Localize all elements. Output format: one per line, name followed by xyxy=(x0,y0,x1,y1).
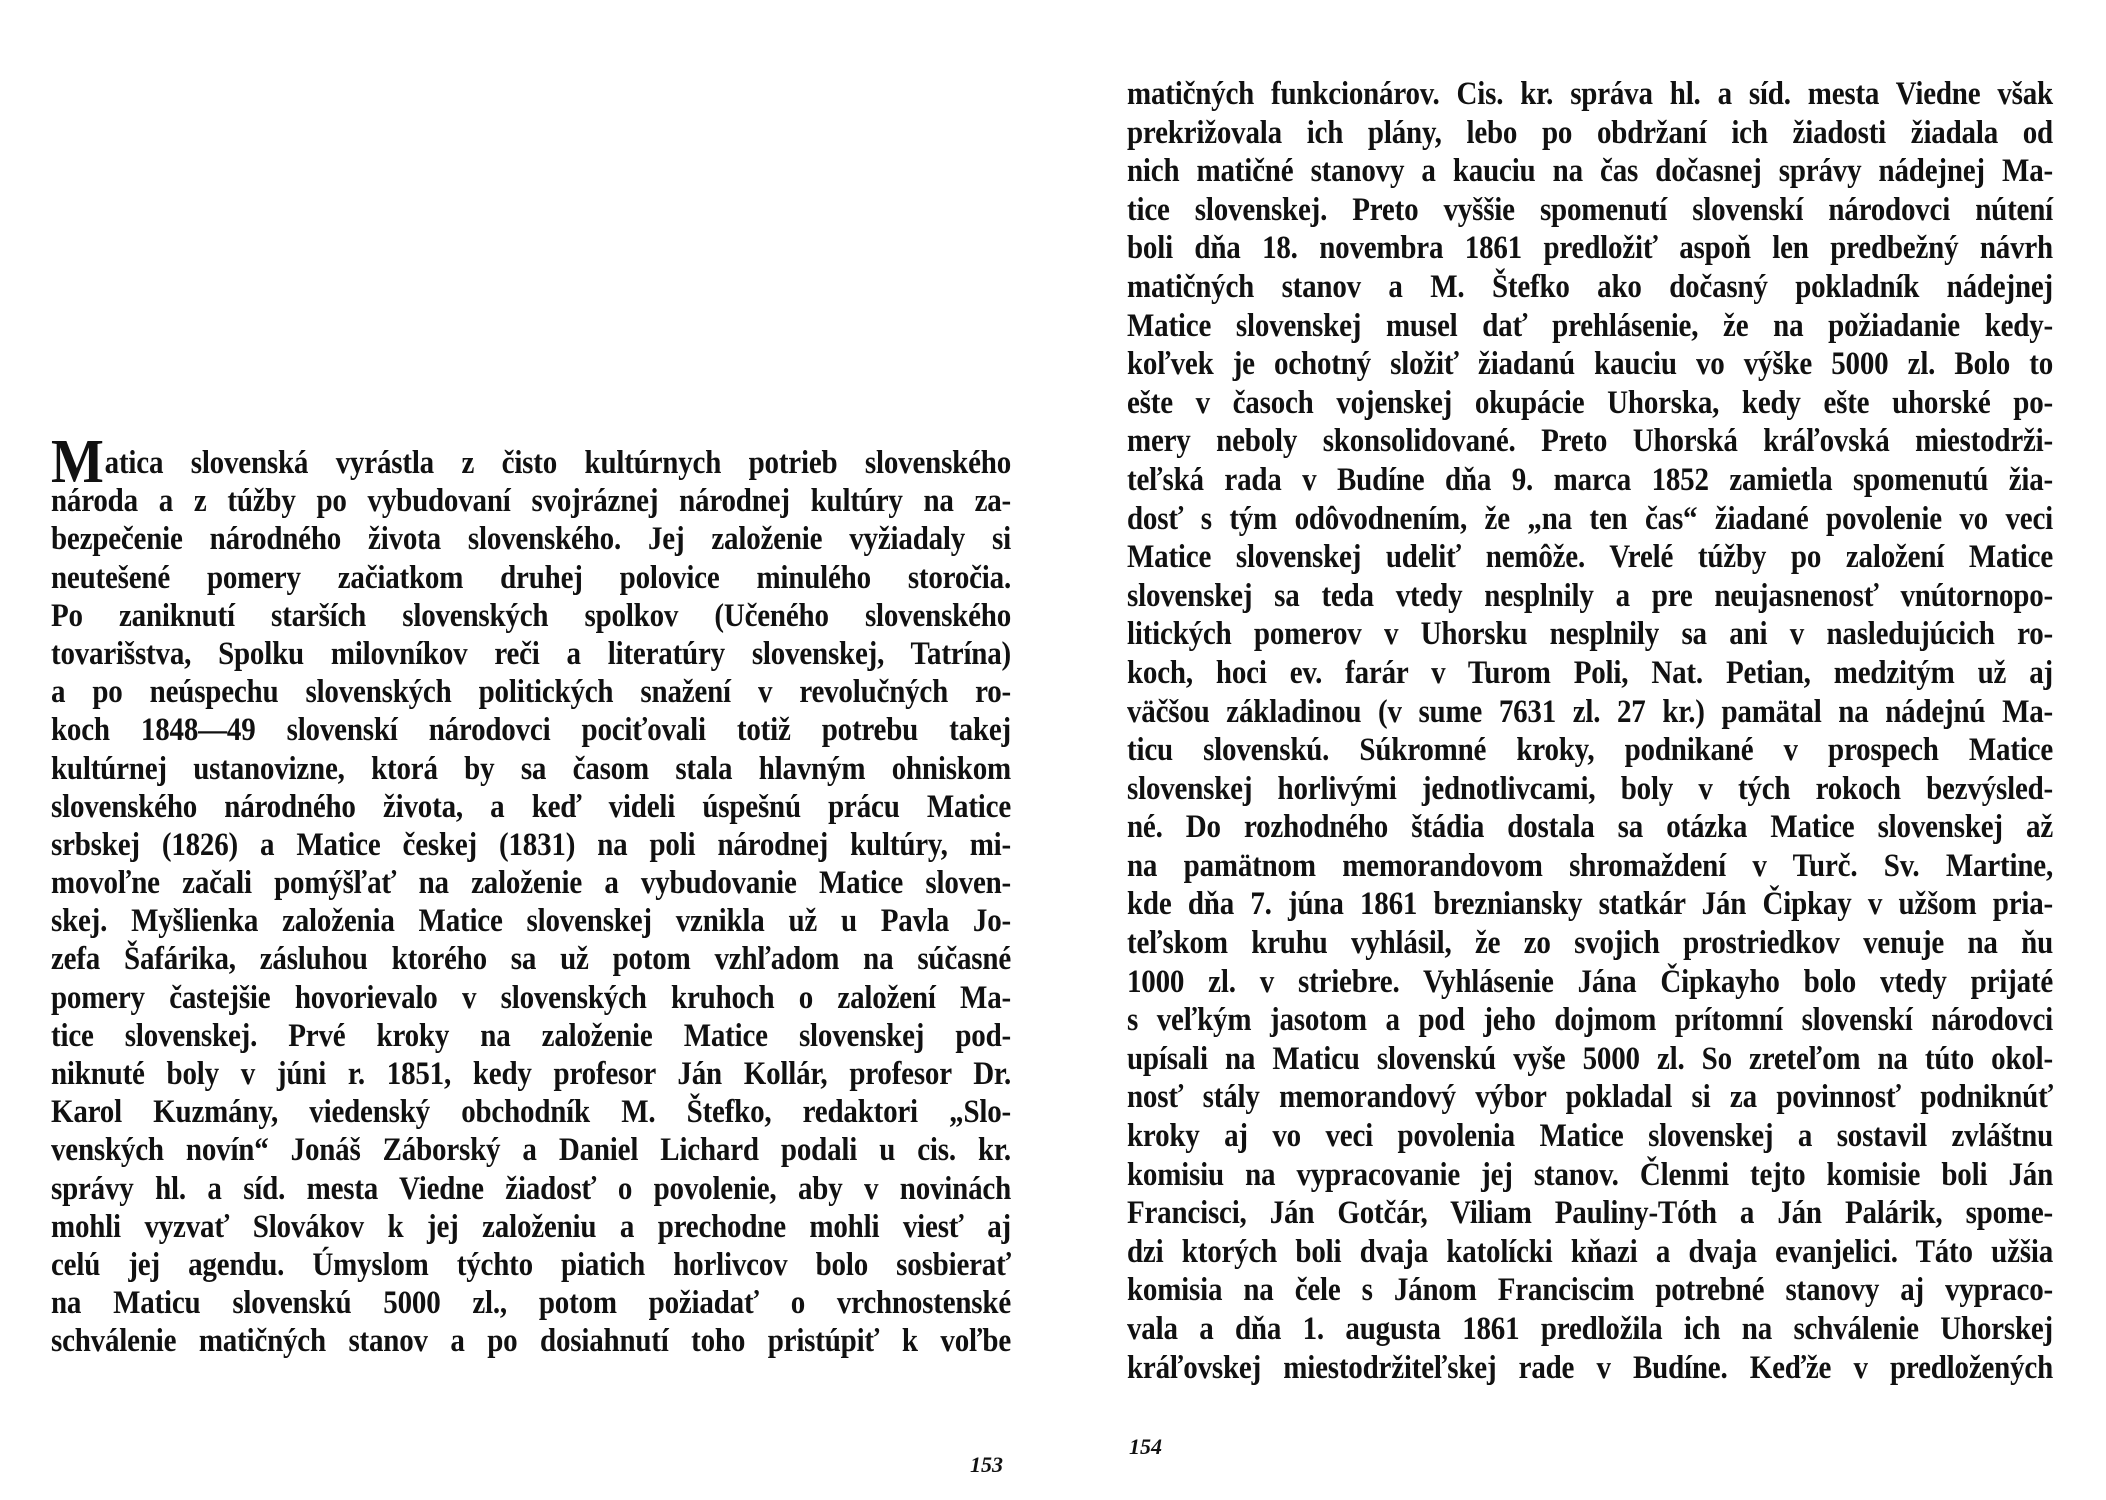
text-line: kultúrnej ustanovizne, ktorá by sa časom stala hlavným ohniskom xyxy=(51,750,1011,787)
text-line: niknuté boly v júni r. 1851, kedy profesor Ján Kollár, profesor Dr. xyxy=(51,1056,1011,1092)
text-line: matičných funkcionárov. Cis. kr. správa hl. a síd. mesta Viedne však xyxy=(1127,76,2053,112)
text-line: s veľkým jasotom a pod jeho dojmom prítomní slovenskí národovci xyxy=(1127,1002,2053,1039)
drop-cap: M xyxy=(51,427,104,497)
text-line: neutešené pomery začiatkom druhej polovice minulého storočia. xyxy=(51,559,1011,596)
text-line: väčšou základinou (v sume 7631 zl. 27 kr.) pamätal na nádejnú Ma- xyxy=(1127,693,2053,730)
text-line: zefa Šafárika, zásluhou ktorého sa už potom vzhľadom na súčasné xyxy=(51,941,1011,978)
text-line: koľvek je ochotný složiť žiadanú kauciu vo výške 5000 zl. Bolo to xyxy=(1127,346,2053,383)
text-line: komisia na čele s Jánom Franciscim potrebné stanovy aj vypraco- xyxy=(1127,1272,2053,1309)
text-line: celú jej agendu. Úmyslom týchto piatich horlivcov bolo sosbierať xyxy=(51,1247,1011,1283)
text-line: Matice slovenskej musel dať prehlásenie, že na požiadanie kedy- xyxy=(1127,307,2053,344)
right-page-body xyxy=(1127,75,2053,1387)
text-line: kroky aj vo veci povolenia Matice slovenskej a sostavil zvláštnu xyxy=(1127,1118,2053,1154)
text-line: Matice slovenskej udeliť nemôže. Vrelé túžby po založení Matice xyxy=(1127,539,2053,576)
left-page-body xyxy=(51,482,1011,1360)
text-line: nosť stály memorandový výbor pokladal si za povinnosť podniknúť xyxy=(1127,1079,2053,1116)
text-line: na pamätnom memorandovom shromaždení v Turč. Sv. Martine, xyxy=(1127,847,2053,884)
right-page xyxy=(1127,75,2053,1387)
text-line: upísali na Maticu slovenskú vyše 5000 zl. So zreteľom na túto okol- xyxy=(1127,1040,2053,1077)
text-line: kráľovskej miestodržiteľskej rade v Budíne. Keďže v predložených xyxy=(1127,1349,2053,1386)
text-line: slovenskej horlivými jednotlivcami, boly v tých rokoch bezvýsled- xyxy=(1127,770,2053,807)
text-line: a po neúspechu slovenských politických snažení v revolučných ro- xyxy=(51,674,1011,711)
text-line: Po zaniknutí starších slovenských spolkov (Učeného slovenského xyxy=(51,597,1011,634)
text-line: dzi ktorých boli dvaja katolícki kňazi a dvaja evanjelici. Táto užšia xyxy=(1127,1233,2053,1270)
text-line: né. Do rozhodného štádia dostala sa otázka Matice slovenskej až xyxy=(1127,809,2053,846)
text-line: koch, hoci ev. farár v Turom Poli, Nat. Petian, medzitým už aj xyxy=(1127,654,2053,691)
text-line: národa a z túžby po vybudovaní svojráznej národnej kultúry na za- xyxy=(51,483,1011,520)
text-line: 1000 zl. v striebre. Vyhlásenie Jána Čipkayho bolo vtedy prijaté xyxy=(1127,963,2053,1000)
text-line: litických pomerov v Uhorsku nesplnily sa ani v nasledujúcich ro- xyxy=(1127,616,2053,653)
text-line: teľská rada v Budíne dňa 9. marca 1852 zamietla spomenutú žia- xyxy=(1127,461,2053,498)
left-page xyxy=(51,427,1011,1361)
text-line: dosť s tým odôvodnením, že „na ten čas“ žiadané povolenie vo veci xyxy=(1127,500,2053,537)
text-line: kde dňa 7. júna 1861 brezniansky statkár Ján Čipkay v užšom pria- xyxy=(1127,886,2053,923)
text-line: movoľne začali pomýšľať na založenie a vybudovanie Matice sloven- xyxy=(51,865,1011,901)
text-line: tice slovenskej. Prvé kroky na založenie Matice slovenskej pod- xyxy=(51,1017,1011,1054)
text-line: boli dňa 18. novembra 1861 predložiť aspoň len predbežný návrh xyxy=(1127,230,2053,267)
text-line: teľskom kruhu vyhlásil, že zo svojich prostriedkov venuje na ňu xyxy=(1127,925,2053,961)
text-line: mery neboly skonsolidované. Preto Uhorská kráľovská miestodrži- xyxy=(1127,423,2053,460)
text-line: mohli vyzvať Slovákov k jej založeniu a prechodne mohli viesť aj xyxy=(51,1208,1011,1245)
first-line-text: atica slovenská vyrástla z čisto kultúrnych potrieb slovenského xyxy=(104,445,1011,481)
text-line: skej. Myšlienka založenia Matice slovenskej vznikla už u Pavla Jo- xyxy=(51,903,1011,940)
text-line: pomery častejšie hovorievalo v slovenských kruhoch o založení Ma- xyxy=(51,979,1011,1016)
text-line: matičných stanov a M. Štefko ako dočasný pokladník nádejnej xyxy=(1127,269,2053,305)
text-line: ticu slovenskú. Súkromné kroky, podnikané v prospech Matice xyxy=(1127,732,2053,768)
text-line: srbskej (1826) a Matice českej (1831) na poli národnej kultúry, mi- xyxy=(51,826,1011,863)
text-line: vala a dňa 1. augusta 1861 predložila ich na schválenie Uhorskej xyxy=(1127,1311,2053,1347)
text-line: koch 1848—49 slovenskí národovci pociťovali totiž potrebu takej xyxy=(51,712,1011,749)
text-line: ešte v časoch vojenskej okupácie Uhorska, kedy ešte uhorské po- xyxy=(1127,384,2053,421)
text-line: prekrižovala ich plány, lebo po obdržaní ich žiadosti žiadala od xyxy=(1127,114,2053,151)
text-line: tovarišstva, Spolku milovníkov reči a literatúry slovenskej, Tatrína) xyxy=(51,636,1011,672)
text-line: nich matičné stanovy a kauciu na čas dočasnej správy nádejnej Ma- xyxy=(1127,153,2053,190)
text-line-first xyxy=(51,427,1011,497)
text-line: venských novín“ Jonáš Záborský a Daniel Lichard podali u cis. kr. xyxy=(51,1132,1011,1169)
page-number-right: 154 xyxy=(1129,1434,1162,1459)
page-number-left: 153 xyxy=(970,1452,1003,1477)
text-line: tice slovenskej. Preto vyššie spomenutí slovenskí národovci nútení xyxy=(1127,191,2053,228)
text-line: schválenie matičných stanov a po dosiahnutí toho pristúpiť k voľbe xyxy=(51,1323,1011,1360)
text-line: slovenskej sa teda vtedy nesplnily a pre neujasnenosť vnútornopo- xyxy=(1127,577,2053,614)
text-line: bezpečenie národného života slovenského. Jej založenie vyžiadaly si xyxy=(51,521,1011,558)
text-line: Francisci, Ján Gotčár, Viliam Pauliny-Tóth a Ján Palárik, spome- xyxy=(1127,1195,2053,1232)
text-line: slovenského národného života, a keď videli úspešnú prácu Matice xyxy=(51,788,1011,825)
text-line: na Maticu slovenskú 5000 zl., potom požiadať o vrchnostenské xyxy=(51,1285,1011,1322)
text-line: Karol Kuzmány, viedenský obchodník M. Štefko, redaktori „Slo- xyxy=(51,1094,1011,1131)
text-line: komisiu na vypracovanie jej stanov. Členmi tejto komisie boli Ján xyxy=(1127,1156,2053,1193)
text-line: správy hl. a síd. mesta Viedne žiadosť o povolenie, aby v novinách xyxy=(51,1170,1011,1207)
